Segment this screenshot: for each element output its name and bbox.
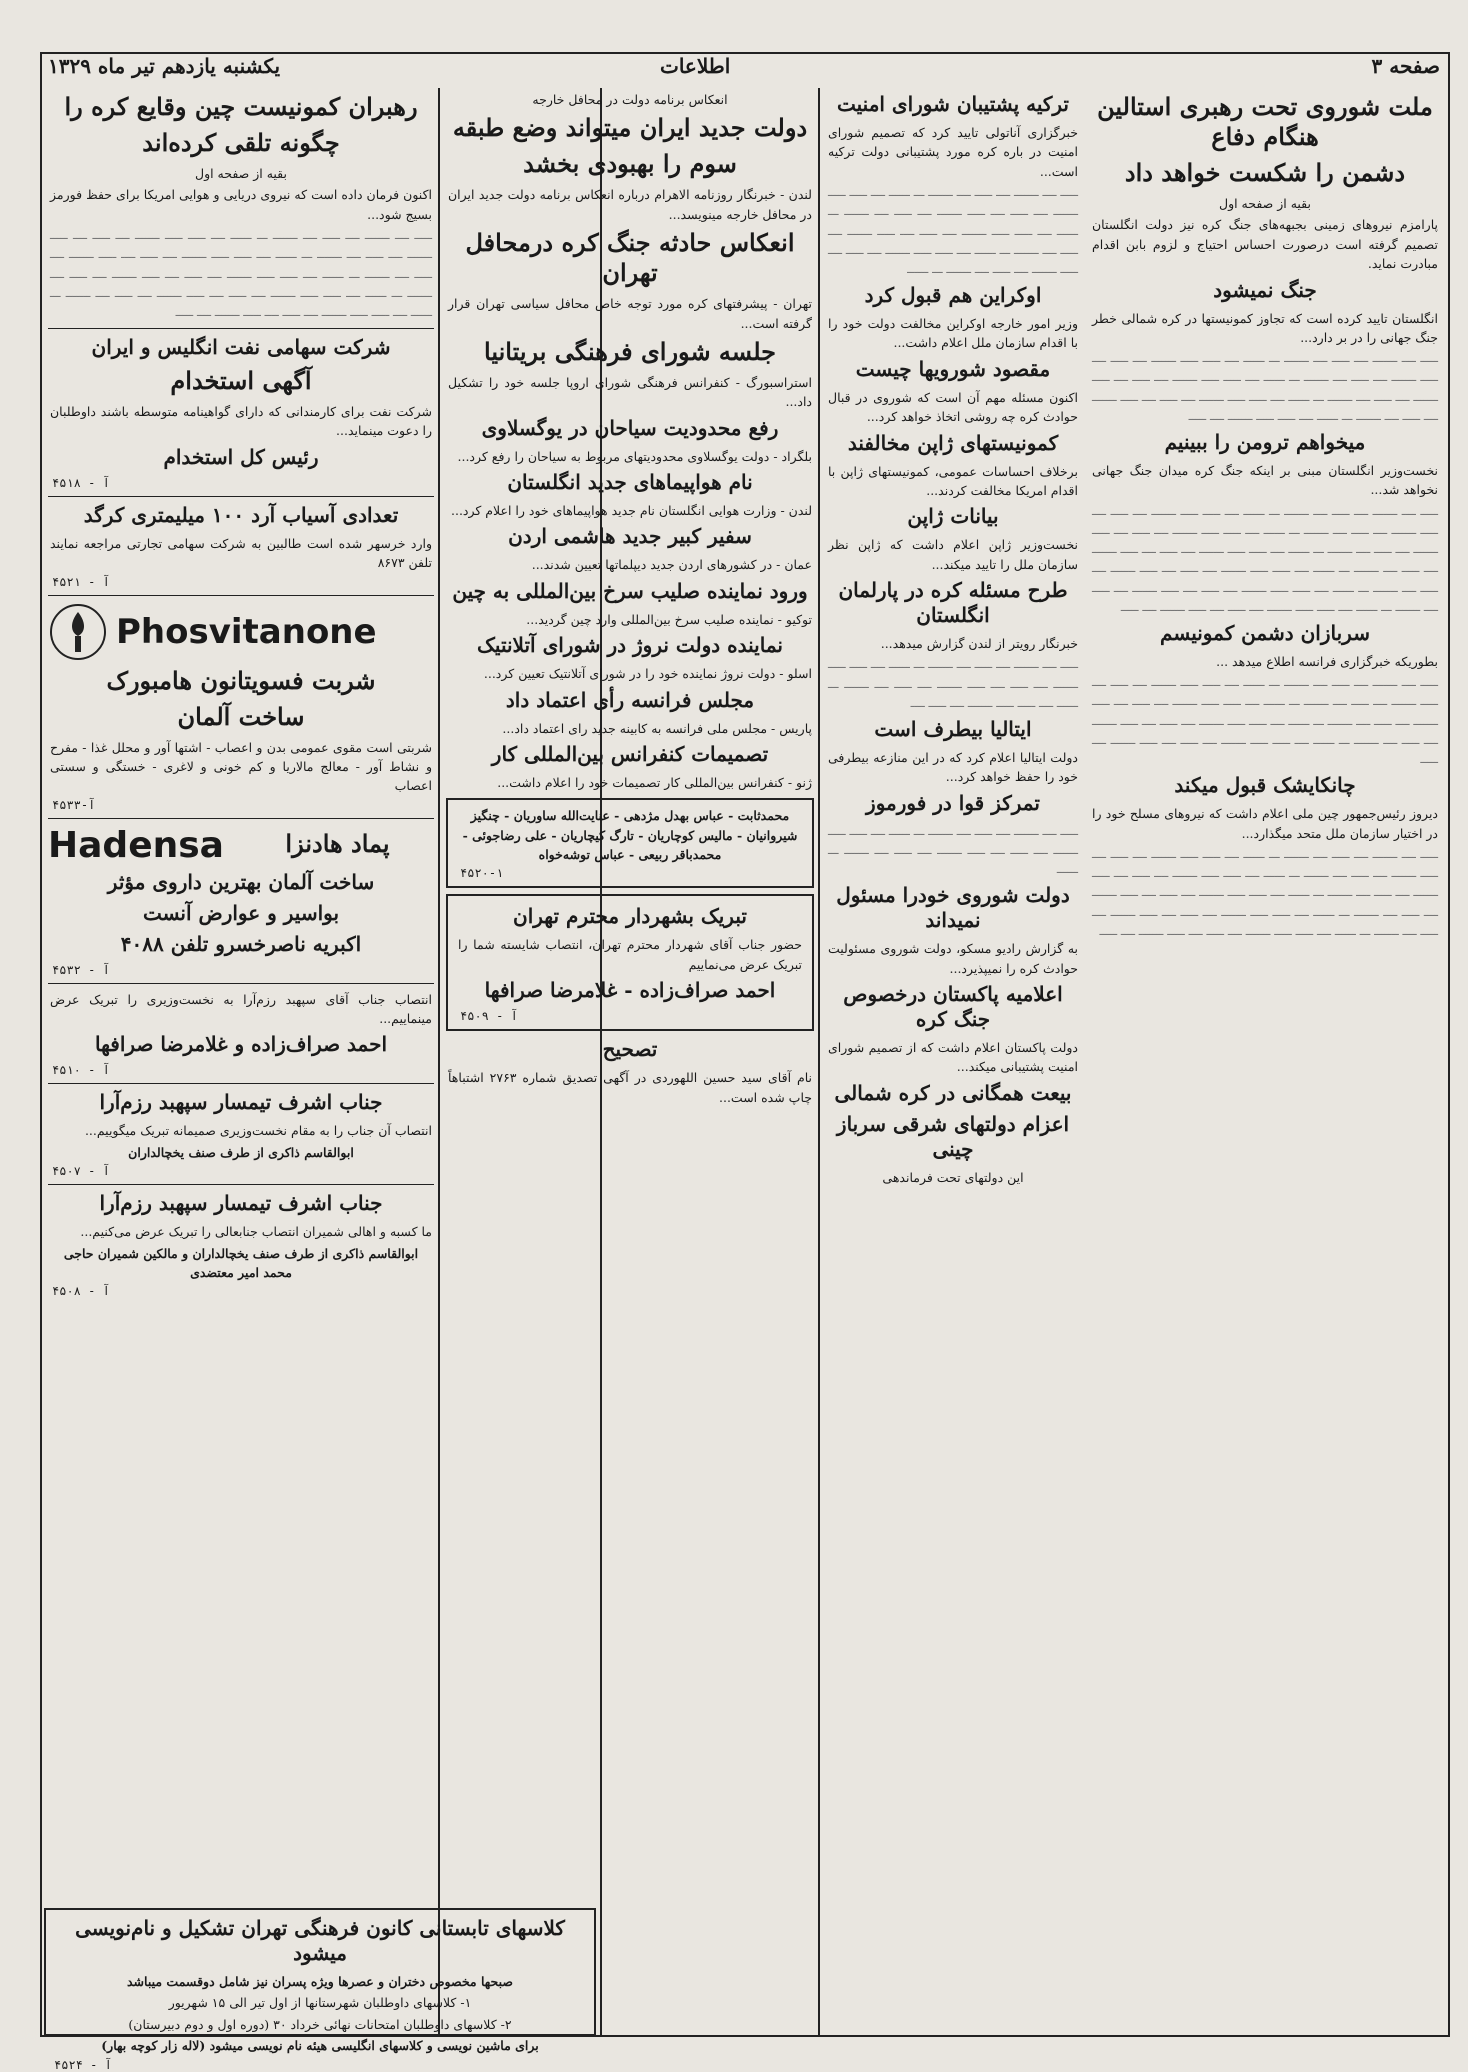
divider <box>48 983 434 984</box>
paragraph: بطوریکه خبرگزاری فرانسه اطلاع میدهد ... <box>1216 653 1438 669</box>
column-1 <box>1086 88 1444 943</box>
column-4 <box>44 88 438 1300</box>
ad-title: کلاسهای تابستانی کانون فرهنگی تهران تشکیل و نام‌نویسی میشود <box>75 1916 565 1965</box>
subheading: بیانات ژاپن <box>907 504 999 529</box>
column-3 <box>442 88 818 1109</box>
footer-line: این دولتهای تحت فرماندهی <box>882 1169 1024 1185</box>
subheading: جنگ نمیشود <box>1213 277 1317 302</box>
paragraph: استراسبورگ - کنفرانس فرهنگی شورای اروپا جلسه خود را تشکیل داد... <box>448 374 812 410</box>
subheading: ایتالیا بیطرف است <box>874 717 1032 741</box>
paragraph: اکنون مسئله مهم آن است که شوروی در قبال حوادث کره چه روشی اتخاذ خواهد کرد... <box>828 389 1078 425</box>
ad-code: آ - ۴۵۱۸ <box>52 475 110 490</box>
paragraph: خبرگزاری آناتولی تایید کرد که تصمیم شورای امنیت در باره کره مورد پشتیبانی دولت ترکیه است... <box>828 125 1078 179</box>
headline: انعکاس حادثه جنگ کره درمحافل تهران <box>465 228 795 288</box>
paragraph: پارامزم نیروهای زمینی بجبهه‌های جنگ کره نیز دولت انگلستان تصمیم گرفته است درصورت احساس احتیاج و لزوم بابن اقدام مبادرت نماید. <box>1092 217 1438 272</box>
subheading: نماینده دولت نروژ در شورای آتلانتیک <box>477 633 783 658</box>
subheading: مجلس فرانسه رأی اعتماد داد <box>505 687 755 712</box>
subheading: ورود نماینده صلیب سرخ بین‌المللی به چین <box>452 578 808 603</box>
ad-title: جناب اشرف تیمسار سپهبد رزم‌آرا <box>99 1090 383 1115</box>
ad-text: وارد خرسهر شده است طالبین به شرکت سهامی تجارتی مراجعه نمایند تلفن ۸۶۷۳ <box>50 535 432 571</box>
ad-title: ساخت آلمان بهترین داروی مؤثر <box>107 869 375 894</box>
ad-title: جناب اشرف تیمسار سپهبد رزم‌آرا <box>99 1191 383 1216</box>
ad-code: آ - ۴۵۲۱ <box>52 574 110 589</box>
ad-title: آگهی استخدام <box>170 366 312 396</box>
paragraph: دیروز رئیس‌جمهور چین ملی اعلام داشت که نیروهای مسلح خود را در اختیار سازمان ملل متحد میگذارد... <box>1092 806 1438 841</box>
ad-box <box>446 894 814 1031</box>
ad-text: انتصاب جناب آقای سپهبد رزم‌آرا به نخست‌وزیری را تبریک عرض مینماییم... <box>50 991 432 1027</box>
ad-code: آ - ۴۵۲۴ <box>54 2057 112 2072</box>
paragraph: بلگراد - دولت یوگسلاوی محدودیتهای مربوط به سیاحان را رفع کرد... <box>457 448 812 464</box>
ad-code: آ - ۴۵۰۹ <box>460 1009 518 1024</box>
continued-note: بقیه از صفحه اول <box>1218 196 1311 211</box>
notice-box <box>446 798 814 888</box>
paragraph: نخست‌وزیر انگلستان مبنی بر اینکه جنگ کره میدان جنگ جهانی نخواهد شد... <box>1092 463 1438 498</box>
text-block: ـــــ ــــ ـــــــ ــــ ـــــ ــــ ـــــــ ـــ ــــــ ــــ ـــــ ـــــ ـــــــ ــــ ـــــ ــــ ـــــ ـــــــ ــــ ـــــ ــــ ـــــــ ـــ ــــــ ــــ ـــــ ـــــ ـــــــ ــــ ـــــ ــــ ـــــ ـــــــ ــــ ـــــ ــــ ـــــــ ـــ ــــــ ــــ ـــــ ـــــ ـــــــ ــــ ـــــ ــــ ـــــ ـــــــ ــــ ـــــ ــــ ـــــــ ـــ ــــــ ــــ ـــــ ـــــ ـــــــ ــــ ـــــ ــــ ـــــ ـــــــ ــــ ـــــ ــــ ـــــــ ـــ ــــــ ــــ ـــــ ـــــ ـــــــ ــــ ـــــ ــــ ـــــ ـــــــ ــــ ـــــ ــــ ـــــــ ـــ ــــــ ــــ ـــــ ـــــ ـــــــ ــــ ـــــ ــــ ـــــ ـــــــ ــــ ـــــ <box>1092 503 1438 614</box>
subheading: چانکایشک قبول میکند <box>1174 773 1356 798</box>
ad-signature: احمد صراف‌زاده - غلامرضا صرافها <box>484 978 776 1003</box>
notice-names: محمدثابت - عباس بهدل مژدهی - عنایت‌الله ساوریان - چنگیز شیروانیان - مالیس کوچاریان - تارگ کیچاریان - علی رضاجوئی - محمدباقر ربیعی - عباس توشه‌خواه <box>462 808 798 862</box>
ad-signature: رئیس کل استخدام <box>163 444 319 469</box>
page-number: صفحه ۳ <box>1371 54 1440 78</box>
ad-title: اکبریه ناصرخسرو تلفن ۴۰۸۸ <box>120 931 362 956</box>
continued-note: بقیه از صفحه اول <box>194 166 287 181</box>
ad-hadensa <box>48 825 434 866</box>
ad-code: آ - ۴۵۰۷ <box>52 1164 110 1179</box>
paragraph: عمان - در کشورهای اردن جدید دیپلماتها تعیین شدند... <box>531 557 812 573</box>
subheading: نام هواپیماهای جدید انگلستان <box>507 470 753 494</box>
subheading: ترکیه پشتیبان شورای امنیت <box>836 92 1069 116</box>
column-rule <box>438 88 440 2036</box>
ad-title: شربت فسویتانون هامبورک <box>106 665 376 695</box>
text-block: ـــــ ــــ ـــــــ ــــ ـــــ ــــ ـــــــ ـــ ــــــ ــــ ـــــ ـــــ ـــــــ ــــ ـــــ ــــ ـــــ ـــــــ ــــ ـــــ ــــ ـــــــ ـــ ــــــ ــــ ـــــ ـــــ ـــــــ ــــ ـــــ ــــ ـــــ ـــــــ ــــ ـــــ ــــ ـــــــ ـــ ــــــ ــــ ـــــ ـــــ ـــــــ ــــ ـــــ ــــ ـــــ ـــــــ ــــ ـــــ ــــ ـــــــ ـــ ــــــ ــــ ـــــ ـــــ ـــــــ ــــ ـــــ <box>1092 351 1438 423</box>
headline: ملت شوروی تحت رهبری استالین هنگام دفاع <box>1097 92 1433 151</box>
headline: سوم را بهبودی بخشد <box>523 149 737 179</box>
divider <box>48 328 434 329</box>
text-block: ـــــ ــــ ـــــــ ــــ ـــــ ــــ ـــــــ ـــ ــــــ ــــ ـــــ ـــــ ـــــــ ــــ ـــــ ــــ ـــــ ـــــــ ــــ ـــــ ــــ ـــــــ ـــ ــــــ ــــ ـــــ ـــــ ـــــــ ــــ ـــــ ــــ ـــــ ـــــــ ــــ ـــــ ــــ ـــــــ ـــ ــــــ ــــ ـــــ ـــــ ـــــــ ــــ ـــــ ــــ ـــــ ـــــــ ــــ ـــــ ــــ ـــــــ ـــ ــــــ ــــ ـــــ ـــــ ـــــــ ــــ ـــــ ــــ ـــــ ـــــــ ــــ ـــــ <box>1092 675 1438 766</box>
ad-title: بواسیر و عوارض آنست <box>142 900 340 925</box>
subheading: سفیر کبیر جدید هاشمی اردن <box>508 524 752 549</box>
ad-title: ساخت آلمان <box>177 701 305 731</box>
paragraph: نخست‌وزیر ژاپن اعلام داشت که ژاپن نظر سازمان ملل را تایید میکند... <box>828 537 1078 572</box>
brand-name: Hadensa <box>48 824 224 866</box>
divider <box>48 496 434 497</box>
paragraph: به گزارش رادیو مسکو، دولت شوروی مسئولیت حوادث کره را نمیپذیرد... <box>828 941 1078 976</box>
paragraph: وزیر امور خارجه اوکراین مخالفت دولت خود را با اقدام سازمان ملل اعلام داشت... <box>828 316 1078 351</box>
column-rule <box>818 88 820 2036</box>
ad-text: صبحها مخصوص دختران و عصرها ویژه پسران نیز شامل دوقسمت میباشد <box>126 1974 513 1989</box>
paragraph: ژنو - کنفرانس بین‌المللی کار تصمیمات خود را اعلام داشت... <box>497 774 812 790</box>
subheading: تمرکز قوا در فورموز <box>866 790 1040 815</box>
paragraph: برخلاف احساسات عمومی، کمونیستهای ژاپن با اقدام امریکا مخالفت کردند... <box>828 463 1078 498</box>
subheading: رفع محدودیت سیاحان در یوگسلاوی <box>481 415 779 440</box>
headline: دشمن را شکست خواهد داد <box>1124 158 1406 187</box>
ad-title: شرکت سهامی نفت انگلیس و ایران <box>91 335 391 360</box>
text-block: ـــــ ــــ ـــــــ ــــ ـــــ ــــ ـــــــ ـــ ــــــ ــــ ـــــ ـــــ ـــــــ ــــ ـــــ ــــ ـــــ ـــــــ ــــ ـــــ ــــ ـــــــ ـــ ــــــ ــــ ـــــ ـــــ ـــــــ ــــ ـــــ ــــ <box>828 657 1078 710</box>
brand-name: Phosvitanone <box>116 611 377 652</box>
ad-code: آ - ۴۵۳۲ <box>52 962 110 977</box>
brand-logo-icon <box>48 602 108 662</box>
subheading: طرح مسئله کره در پارلمان انگلستان <box>838 578 1068 628</box>
ad-code: ۴۵۲۰-۱ <box>460 866 504 881</box>
ad-signature: ابوالقاسم ذاکری از طرف صنف یخچالداران و مالکین شمیران حاجی محمد امیر معتضدی <box>63 1245 419 1280</box>
subheading: تصمیمات کنفرانس بین‌المللی کار <box>491 741 769 766</box>
ad-title: پماد هادنزا <box>285 829 390 859</box>
divider <box>48 1083 434 1084</box>
headline: دولت جدید ایران میتواند وضع طبقه <box>452 113 808 143</box>
subheading: اوکراین هم قبول کرد <box>864 283 1042 308</box>
paper-name: اطلاعات <box>660 54 731 78</box>
text-block: ـــــ ــــ ـــــــ ــــ ـــــ ــــ ـــــــ ـــ ــــــ ــــ ـــــ ـــــ ـــــــ ــــ ـــــ ــــ ـــــ ـــــــ ــــ ـــــ ــــ ـــــــ ـــ ــــــ <box>828 823 1078 877</box>
headline: جلسه شورای فرهنگی بریتانیا <box>484 336 776 366</box>
subheading: بیعت همگانی در کره شمالی <box>834 1080 1072 1105</box>
ad-text: شرکت نفت برای کارمندانی که دارای گواهینامه متوسطه باشند داوطلبان را دعوت مینماید... <box>50 404 432 439</box>
headline: رهبران کمونیست چین وقایع کره را <box>64 92 418 121</box>
subheading: اعزام دولتهای شرقی سرباز چینی <box>836 1111 1070 1161</box>
paragraph: لندن - وزارت هوایی انگلستان نام جدید هواپیماهای خود را اعلام کرد... <box>451 503 812 518</box>
ad-phosvitanone <box>48 602 434 662</box>
ad-signature: احمد صراف‌زاده و غلامرضا صرافها <box>94 1032 388 1057</box>
date-line: یکشنبه یازدهم تیر ماه ۱۳۲۹ <box>48 54 281 78</box>
classes-ad-box <box>44 1908 596 2072</box>
divider <box>48 818 434 819</box>
ad-code: ۴۵۳۳-آ <box>52 797 96 812</box>
ad-code: آ - ۴۵۰۸ <box>52 1284 110 1299</box>
headline: چگونه تلقی کرده‌اند <box>142 128 340 157</box>
ad-text: حضور جناب آقای شهردار محترم تهران، انتصاب شایسته شما را تبریک عرض می‌نماییم <box>458 937 802 972</box>
paragraph: لندن - خبرنگار روزنامه الاهرام درباره انعکاس برنامه دولت جدید ایران در محافل خارجه مینویسد... <box>448 187 812 222</box>
subheading: مقصود شورویها چیست <box>855 356 1051 381</box>
paragraph: دولت پاکستان اعلام داشت که از تصمیم شورای امنیت پشتیبانی میکند... <box>828 1040 1078 1075</box>
text-block: ـــــ ــــ ـــــــ ــــ ـــــ ــــ ـــــــ ـــ ــــــ ــــ ـــــ ـــــ ـــــــ ــــ ـــــ ــــ ـــــ ـــــــ ــــ ـــــ ــــ ـــــــ ـــ ــــــ ــــ ـــــ ـــــ ـــــــ ــــ ـــــ ــــ ـــــ ـــــــ ــــ ـــــ ــــ ـــــــ ـــ ــــــ ــــ ـــــ ـــــ ـــــــ ــــ ـــــ ــــ ـــــ ـــــــ ــــ ـــــ ــــ ـــــــ ـــ ــــــ ــــ ـــــ ـــــ ـــــــ ــــ ـــــ ــــ ـــــ ـــــــ ــــ ـــــ ــــ ـــــــ ـــ ــــــ ــــ ـــــ ـــــ ـــــــ ــــ ـــــ ــــ ـــــ ـــــــ ــــ ـــــ <box>50 228 432 319</box>
subheading: میخواهم ترومن را ببینیم <box>1164 430 1366 454</box>
ad-text: برای ماشین نویسی و کلاسهای انگلیسی هیئه نام نویسی میشود (لاله زار کوچه بهار) <box>101 2038 539 2054</box>
ad-text: انتصاب آن جناب را به مقام نخست‌وزیری صمیمانه تبریک میگوییم... <box>84 1123 432 1139</box>
subheading: اعلامیه پاکستان درخصوص جنگ کره <box>843 982 1063 1032</box>
subheading: کمونیستهای ژاپن مخالفند <box>847 430 1059 455</box>
paragraph: پاریس - مجلس ملی فرانسه به کابینه جدید رای اعتماد داد... <box>502 720 812 736</box>
ad-code: آ - ۴۵۱۰ <box>52 1063 110 1078</box>
paragraph: تهران - پیشرفتهای کره مورد توجه خاص محافل سیاسی تهران قرار گرفته است... <box>448 296 812 331</box>
paragraph: اکنون فرمان داده است که نیروی دریایی و هوایی امریکا برای حفظ فورمز بسیج شود... <box>50 187 432 222</box>
ad-signature: ابوالقاسم ذاکری از طرف صنف یخچالداران <box>128 1144 354 1160</box>
ad-text: ۱- کلاسهای داوطلبان شهرستانها از اول تیر الی ۱۵ شهریور <box>168 1995 472 2011</box>
subheading: سربازان دشمن کمونیسم <box>1160 620 1370 645</box>
kicker: انعکاس برنامه دولت در محافل خارجه <box>532 92 728 107</box>
subheading: تصحیح <box>602 1037 658 1062</box>
divider <box>48 1184 434 1185</box>
subheading: دولت شوروی خودرا مسئول نمیداند <box>836 883 1070 933</box>
ad-text: شربتی است مقوی عمومی بدن و اعصاب - اشتها آور و محلل غذا - مفرح و نشاط آور - معالج مالاریا و کم خونی و لاغری - خستگی و سستی اعصاب <box>50 739 432 794</box>
text-block: ـــــ ــــ ـــــــ ــــ ـــــ ــــ ـــــــ ـــ ــــــ ــــ ـــــ ـــــ ـــــــ ــــ ـــــ ــــ ـــــ ـــــــ ــــ ـــــ ــــ ـــــــ ـــ ــــــ ــــ ـــــ ـــــ ـــــــ ــــ ـــــ ــــ ـــــ ـــــــ ــــ ـــــ ــــ ـــــــ ـــ ــــــ ــــ ـــــ ـــــ ـــــــ ــــ ـــــ ــــ ـــــ ـــــــ ــــ ـــــ ــــ ـــــــ ـــ ــــــ ــــ ـــــ ـــــ ـــــــ ــــ ـــــ ــــ ـــــ ـــــــ ــــ ـــــ ــــ ـــــــ ـــ ــــــ ــــ ـــــ ـــــ ـــــــ ــــ ـــــ ــــ ـــــ ـــــــ ــــ ـــــ <box>1092 846 1438 938</box>
paragraph: توکیو - نماینده صلیب سرخ بین‌المللی وارد چین گردید... <box>526 611 812 627</box>
paragraph: خبرنگار رویتر از لندن گزارش میدهد... <box>880 636 1078 652</box>
divider <box>48 595 434 596</box>
ad-text: ۲- کلاسهای داوطلبان امتحانات نهائی خرداد ۳۰ (دوره اول و دوم دبیرستان) <box>128 2016 512 2032</box>
paragraph: نام آقای سید حسین اللهوردی در آگهی تصدیق شماره ۲۷۶۳ اشتباهاً چاپ شده است... <box>448 1070 812 1105</box>
ad-title: تبریک بشهردار محترم تهران <box>513 904 747 929</box>
text-block: ـــــ ــــ ـــــــ ــــ ـــــ ــــ ـــــــ ـــ ــــــ ــــ ـــــ ـــــ ـــــــ ــــ ـــــ ــــ ـــــ ـــــــ ــــ ـــــ ــــ ـــــــ ـــ ــــــ ــــ ـــــ ـــــ ـــــــ ــــ ـــــ ــــ ـــــ ـــــــ ــــ ـــــ ــــ ـــــــ ـــ ــــــ ــــ ـــــ ـــــ ـــــــ ــــ ـــــ ــــ ـــــ ـــــــ ــــ ـــــ ــــ ـــــــ ـــ ــــــ <box>828 185 1078 276</box>
paragraph: دولت ایتالیا اعلام کرد که در این منازعه بیطرفی خود را حفظ خواهد کرد... <box>828 750 1078 785</box>
ad-text: ما کسبه و اهالی شمیران انتصاب جنابعالی را تبریک عرض می‌کنیم... <box>80 1224 432 1240</box>
column-2 <box>822 88 1084 1189</box>
paragraph: اسلو - دولت نروژ نماینده خود را در شورای آتلانتیک تعیین کرد... <box>483 666 812 682</box>
ad-title: تعدادی آسیاب آرد ۱۰۰ میلیمتری کرگد <box>83 502 399 527</box>
paragraph: انگلستان تایید کرده است که تجاوز کمونیستها در کره شمالی خطر جنگ جهانی را در بر دارد... <box>1092 310 1438 345</box>
